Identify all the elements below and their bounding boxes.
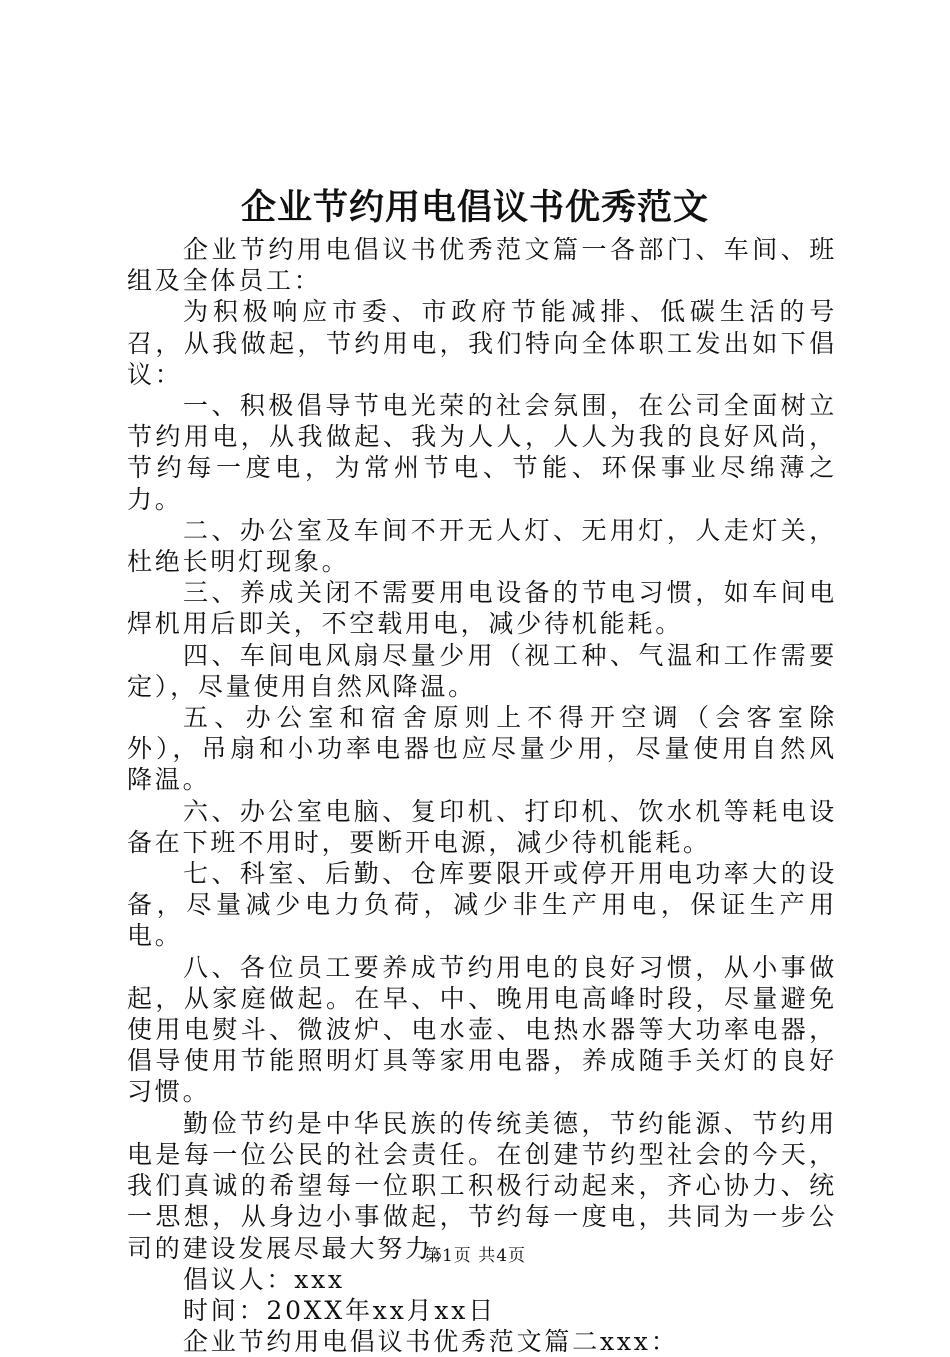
- proposal-item-3: 三、养成关闭不需要用电设备的节电习惯，如车间电焊机用后即关，不空载用电，减少待机能耗。: [127, 578, 837, 639]
- proposal-item-5: 五、办公室和宿舍原则上不得开空调（会客室除外），吊扇和小功率电器也应尽量少用，尽量使用自然风降温。: [127, 703, 837, 795]
- proposal-item-4: 四、车间电风扇尽量少用（视工种、气温和工作需要定），尽量使用自然风降温。: [127, 640, 837, 701]
- second-section-heading: 企业节约用电倡议书优秀范文篇二xxx：: [183, 1327, 679, 1357]
- signer-line: 倡议人：xxx: [183, 1264, 345, 1294]
- proposal-item-1: 一、积极倡导节电光荣的社会氛围，在公司全面树立节约用电，从我做起、我为人人，人人为我的良好风尚，节约每一度电，为常州节电、节能、环保事业尽绵薄之力。: [127, 391, 837, 514]
- page-number-footer: 第1页 共4页: [423, 1246, 527, 1266]
- document-title: 企业节约用电倡议书优秀范文: [240, 187, 709, 228]
- document-body: [127, 234, 837, 1357]
- proposal-item-2: 二、办公室及车间不开无人灯、无用灯，人走灯关，杜绝长明灯现象。: [127, 515, 837, 577]
- greeting-paragraph: 企业节约用电倡议书优秀范文篇一各部门、车间、班组及全体员工：: [127, 235, 837, 296]
- proposal-item-6: 六、办公室电脑、复印机、打印机、饮水机等耗电设备在下班不用时，要断开电源，减少待机能耗。: [127, 796, 837, 857]
- date-line: 时间：20XX年xx月xx日: [183, 1295, 497, 1325]
- intro-paragraph: 为积极响应市委、市政府节能减排、低碳生活的号召，从我做起，节约用电，我们特向全体职工发出如下倡议：: [127, 297, 837, 389]
- proposal-item-8: 八、各位员工要养成节约用电的良好习惯，从小事做起，从家庭做起。在早、中、晚用电高峰时段，尽量避免使用电熨斗、微波炉、电水壶、电热水器等大功率电器，倡导使用节能照明灯具等家用电器，养成随手关灯的良好习惯。: [127, 952, 837, 1107]
- closing-paragraph: 勤俭节约是中华民族的传统美德，节约能源、节约用电是每一位公民的社会责任。在创建节约型社会的今天，我们真诚的希望每一位职工积极行动起来，齐心协力、统一思想，从身边小事做起，节约每一度电，共同为一步公司的建设发展尽最大努力。: [127, 1108, 837, 1263]
- proposal-item-7: 七、科室、后勤、仓库要限开或停开用电功率大的设备，尽量减少电力负荷，减少非生产用电，保证生产用电。: [127, 859, 837, 951]
